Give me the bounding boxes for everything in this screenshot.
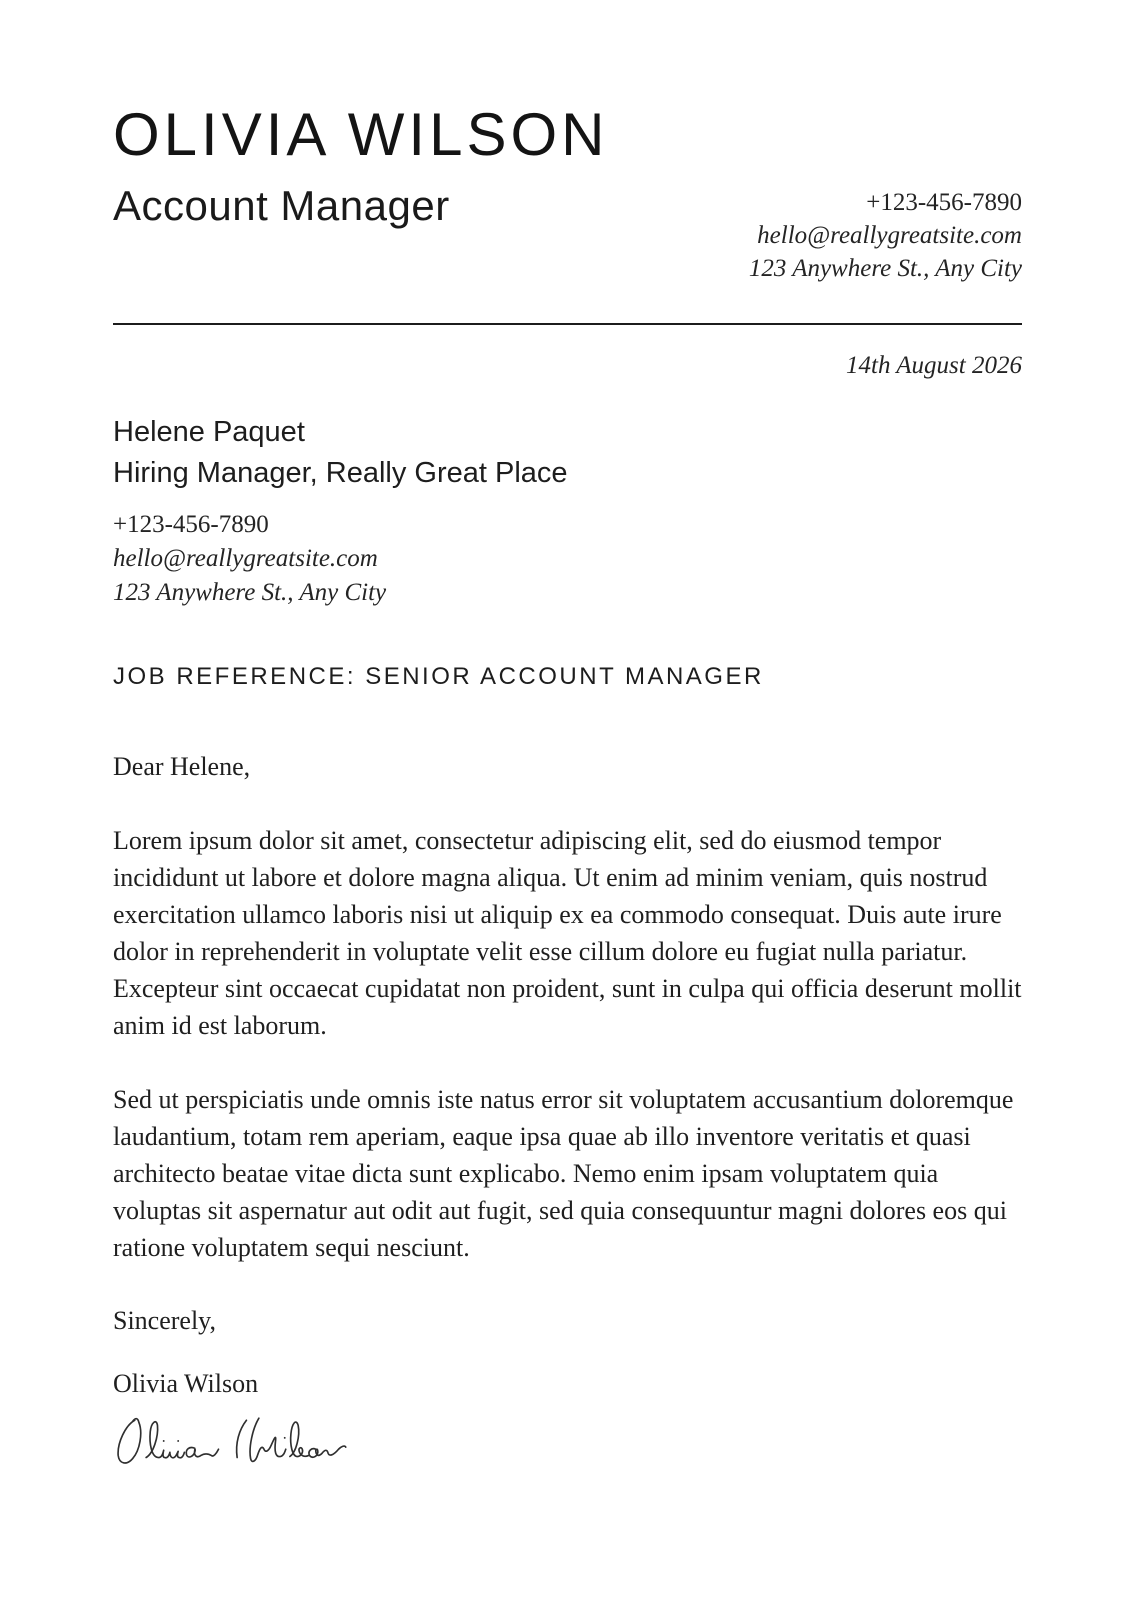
- recipient-name: Helene Paquet: [113, 416, 305, 448]
- divider-line: [113, 323, 1022, 325]
- letter-date: 14th August 2026: [846, 352, 1022, 379]
- subject-line: JOB REFERENCE: SENIOR ACCOUNT MANAGER: [113, 663, 764, 690]
- recipient-address: 123 Anywhere St., Any City: [113, 579, 387, 606]
- signature-script: [113, 1412, 353, 1472]
- recipient-contact-block: [113, 508, 1022, 610]
- recipient-block: [113, 412, 1022, 494]
- signature-printed-name: Olivia Wilson: [113, 1369, 259, 1398]
- letter-header: [113, 101, 1022, 285]
- sender-role: Account Manager: [113, 182, 450, 229]
- sender-name: OLIVIA WILSON: [113, 101, 609, 168]
- closing: Sincerely,: [113, 1306, 216, 1335]
- sender-identity: [113, 101, 609, 230]
- recipient-email: hello@reallygreatsite.com: [113, 545, 378, 572]
- recipient-title: Hiring Manager, Really Great Place: [113, 457, 568, 489]
- signature-image: [113, 1412, 353, 1472]
- sender-email: hello@reallygreatsite.com: [757, 222, 1022, 249]
- salutation: Dear Helene,: [113, 752, 251, 781]
- recipient-phone: +123-456-7890: [113, 511, 269, 538]
- body-paragraph-2: Sed ut perspiciatis unde omnis iste natus error sit voluptatem accusantium doloremque laudantium, totam rem aperiam, eaque ipsa quae ab illo inventore veritatis et quasi architecto beatae vitae dicta sunt explicabo. Nemo enim ipsam voluptatem quia voluptas sit aspernatur aut odit aut fugit, sed quia consequuntur magni dolores eos qui ratione voluptatem sequi nesciunt.: [113, 1085, 1014, 1262]
- sender-contact-block: [749, 186, 1022, 285]
- body-paragraph-1: Lorem ipsum dolor sit amet, consectetur adipiscing elit, sed do eiusmod tempor incididunt ut labore et dolore magna aliqua. Ut enim ad minim veniam, quis nostrud exercitation ullamco laboris nisi ut aliquip ex ea commodo consequat. Duis aute irure dolor in reprehenderit in voluptate velit esse cillum dolore eu fugiat nulla pariatur. Excepteur sint occaecat cupidatat non proident, sunt in culpa qui officia deserunt mollit anim id est laborum.: [113, 826, 1022, 1040]
- sender-address: 123 Anywhere St., Any City: [748, 255, 1022, 282]
- sender-phone: +123-456-7890: [866, 189, 1022, 216]
